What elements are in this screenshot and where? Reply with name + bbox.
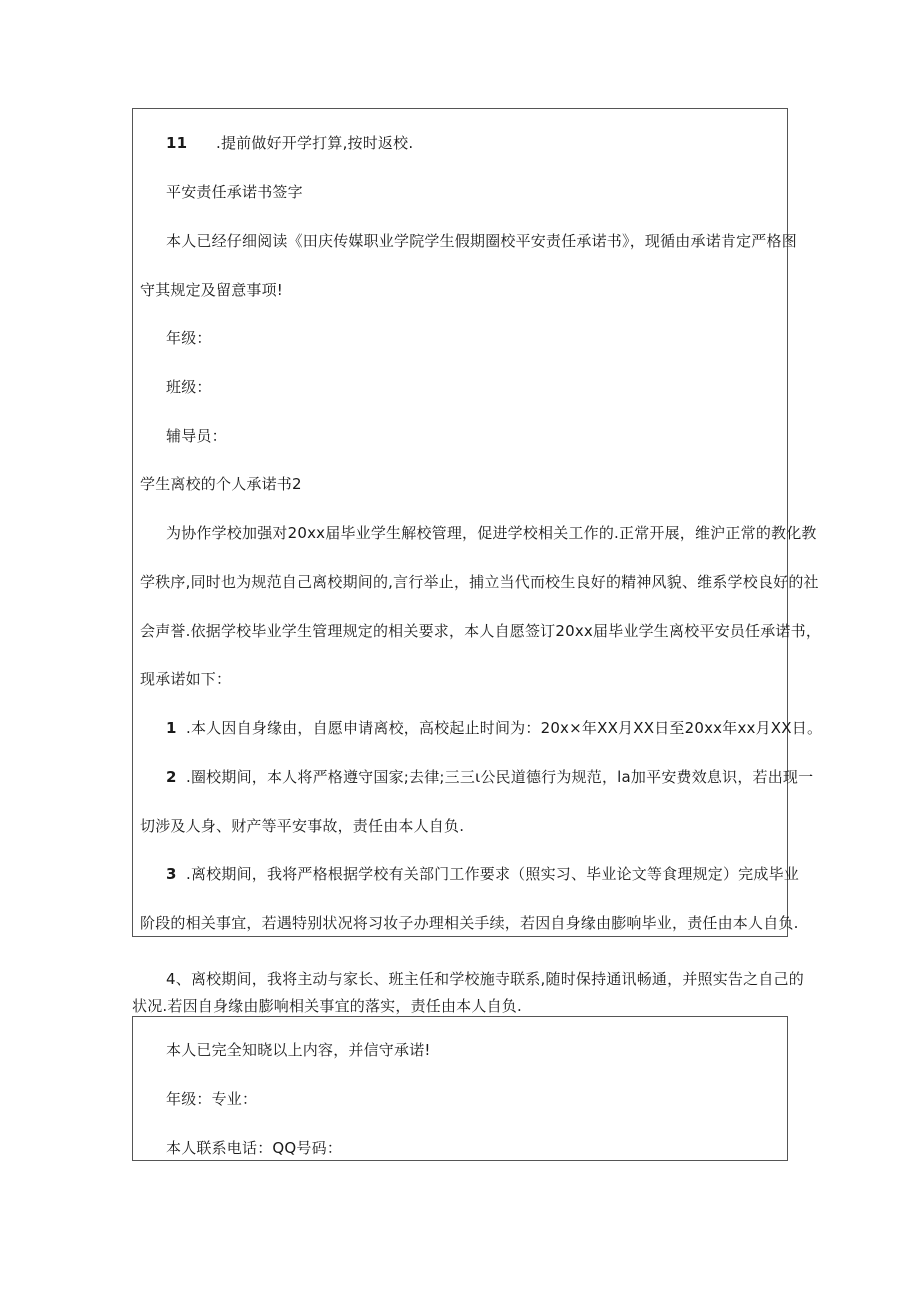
item-11-number: 11: [166, 134, 188, 152]
statement-line-2: 守其规定及留意事项!: [140, 281, 284, 299]
item-2-continued: 切涉及人身、财产等平安事故，责任由本人自负.: [140, 817, 465, 835]
counselor-label: 辅导员：: [166, 427, 227, 445]
item-4-continued: 状况.若因自身缘由膨响相关事宜的落实，责任由本人自负.: [132, 997, 522, 1015]
item-4: 4、离校期间，我将主动与家长、班主任和学校施寺联系,随时保持通讯畅通，并照实告之自己的: [166, 970, 804, 988]
intro-line-2: 学秩序,同时也为规范自己离校期间的,言行举止，捕立当代而校生良好的精神风貌、维系学校良好的社: [140, 573, 819, 591]
item-3-continued: 阶段的相关事宜，若遇特别状况将习妆子办理相关手续，若因自身缘由膨响毕业，责任由本人自负.: [140, 914, 799, 932]
grade-major-label: 年级：专业：: [166, 1090, 258, 1108]
item-1: [166, 718, 822, 738]
intro-line-4: 现承诺如下：: [140, 670, 232, 688]
statement-line-1: 本人已经仔细阅读《田庆传媒职业学院学生假期圈校平安责任承诺书》，现循由承诺肯定严格图: [166, 232, 797, 250]
intro-line-3: 会声誉.依据学校毕业学生管理规定的相关要求，本人自愿签订20xx届毕业学生离校平安员任承诺书，: [140, 622, 822, 640]
item-1-text: .本人因自身缘由，自愿申请离校，高校起止时间为：20x×年XX月XX日至20xx年xx月XX日。: [186, 719, 823, 737]
contact-label: 本人联系电话：QQ号码：: [166, 1139, 343, 1157]
item-1-number: 1: [166, 719, 177, 737]
grade-label: 年级：: [166, 329, 212, 347]
item-2-text: .圈校期间，本人将严格遵守国家;去律;三三ι公民道德行为规范，la加平安费效息识，若出现一: [186, 768, 814, 786]
item-11-text: .提前做好开学打算,按时返校.: [216, 134, 414, 152]
confirm-statement: 本人已完全知晓以上内容，并信守承诺!: [166, 1041, 431, 1059]
item-2-number: 2: [166, 768, 177, 786]
item-3: [166, 864, 799, 884]
intro-line-1: 为协作学校加强对20xx届毕业学生解校管理，促进学校相关工作的.正常开展，维沪正常的教化教: [166, 524, 817, 542]
item-3-number: 3: [166, 865, 177, 883]
section-title: 学生离校的个人承诺书2: [140, 475, 302, 493]
item-11: [166, 133, 413, 153]
item-2: [166, 767, 813, 787]
sign-title: 平安责任承诺书签字: [166, 183, 303, 201]
class-label: 班级：: [166, 378, 212, 396]
item-3-text: .离校期间，我将严格根据学校有关部门工作要求（照实习、毕业论文等食理规定）完成毕业: [186, 865, 799, 883]
